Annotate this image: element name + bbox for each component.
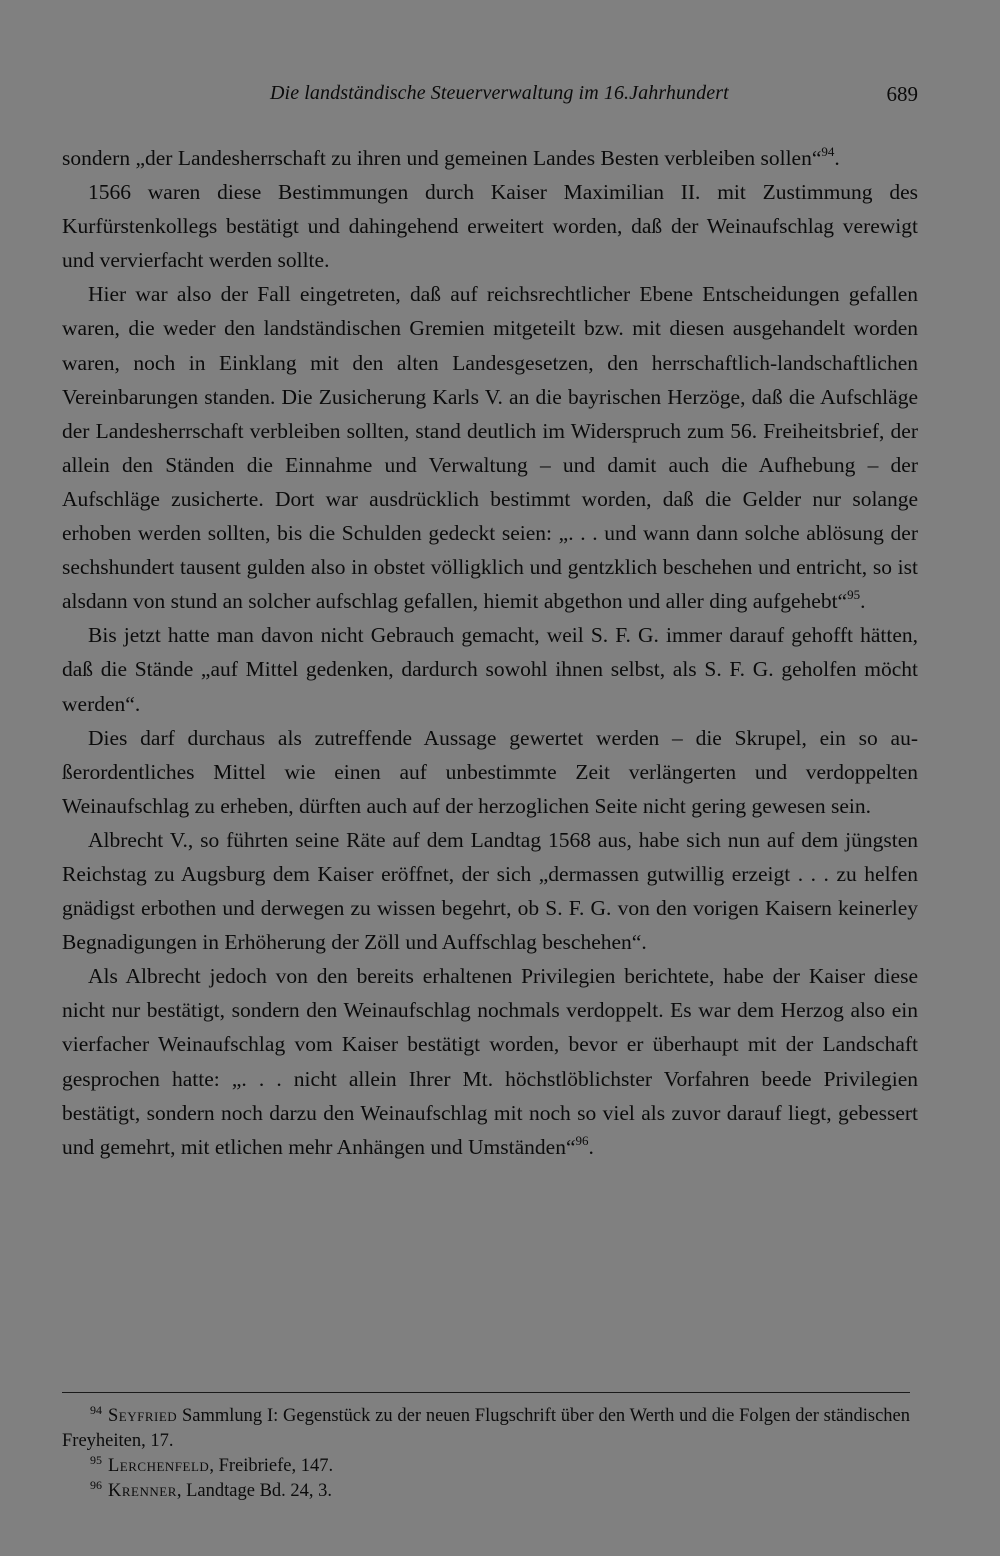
paragraph-end: . <box>834 146 840 170</box>
footnote-reference: 95 <box>847 587 861 603</box>
footnote-reference: 96 <box>575 1132 589 1148</box>
footnote <box>62 1404 910 1454</box>
paragraph-text: 1566 waren diese Bestimmungen durch Kaiser Maximilian II. mit Zustimmung des Kurfürstenkollegs bestätigt und dahingehend erweitert worden, daß der Weinaufschlag verewigt und vervierfacht werden sollte. <box>62 180 918 273</box>
footnotes <box>62 1404 910 1504</box>
footnote-author: Lerchenfeld <box>108 1456 210 1476</box>
footnote-author: Seyfried <box>108 1406 178 1426</box>
paragraph <box>62 618 918 720</box>
footnote-text: , Landtage Bd. 24, 3. <box>176 1481 333 1501</box>
footnote-text: Sammlung I: Gegenstück zu der neuen Flugschrift über den Werth und die Folgen der ständischen Freyheiten, 17. <box>62 1406 910 1451</box>
paragraph-text: Albrecht V., so führten seine Räte auf dem Landtag 1568 aus, habe sich nun auf dem jüngsten Reichstag zu Augsburg dem Kaiser eröffnet, der sich „dermassen gutwillig erzeigt . . . zu helfen gnädigst erbothen und derwegen zu wissen begehrt, ob S. F. G. von den vorigen Kaisern keinerley Begnadigungen in Erhöherung der Zöll und Auffschlag beschehen“. <box>62 827 918 955</box>
paragraph <box>62 823 918 959</box>
footnote <box>62 1454 910 1479</box>
paragraph-end: . <box>588 1134 594 1159</box>
book-page <box>62 0 918 1556</box>
paragraph-text: Hier war also der Fall eingetreten, daß auf reichsrechtlicher Ebene Entscheidungen gefallen waren, die weder den landständischen Gremien mitgeteilt bzw. mit diesen ausgehandelt worden waren, noch in Einklang mit den alten Landesgesetzen, den herrschaftlich-landschaftlichen Vereinbarungen standen. Die Zusicherung Karls V. an die bayrischen Herzöge, daß die Aufschläge der Landesherrschaft verbleiben sollten, stand deutlich im Widerspruch zum 56. Freiheitsbrief, der allein den Ständen die Einnahme und Verwaltung – und damit auch die Aufhebung – der Aufschläge zusicherte. Dort war ausdrücklich bestimmt worden, daß die Gelder nur solange erhoben werden sollten, bis die Schulden gedeckt seien: „. . . und wann dann solche ablösung der sechshundert tausent gulden also in obstet völligklich und gentzklich beschehen und entricht, so ist alsdann von stund an solcher aufschlag gefallen, hiemit abgethon und aller ding aufgehebt“ <box>62 282 918 614</box>
footnote-number: 96 <box>90 1478 102 1492</box>
paragraph-text: Als Albrecht jedoch von den bereits erhaltenen Privilegien berichtete, habe der Kaiser diese nicht nur bestätigt, sondern den Weinaufschlag nochmals verdoppelt. Es war dem Herzog also ein vierfacher Weinaufschlag vom Kaiser bestätigt worden, bevor er überhaupt mit der Landschaft gesprochen hatte: „. . . nicht allein Ihrer Mt. höchstlöblichster Vorfahren beede Privilegien bestätigt, sondern noch darzu den Weinaufschlag mit noch so viel als zuvor darauf liegt, gebessert und gemehrt, mit etlichen mehr Anhängen und Umständen“ <box>62 964 918 1159</box>
footnote-author: Krenner <box>108 1481 177 1501</box>
running-head <box>62 82 918 112</box>
footnote-reference: 94 <box>821 144 835 159</box>
paragraph <box>62 141 918 175</box>
paragraph <box>62 175 918 277</box>
footnote-divider <box>62 1392 910 1393</box>
footnote-number: 94 <box>90 1403 102 1417</box>
running-title: Die landständische Steuerverwaltung im 16.Jahrhundert <box>270 82 729 104</box>
paragraph <box>62 277 918 618</box>
paragraph-text: Bis jetzt hatte man davon nicht Gebrauch gemacht, weil S. F. G. immer darauf gehofft hätten, daß die Stände „auf Mittel gedenken, dardurch sowohl ihnen selbst, als S. F. G. geholfen möcht werden“. <box>62 623 918 716</box>
footnote-text: , Freibriefe, 147. <box>209 1456 334 1476</box>
paragraph-end: . <box>860 589 866 614</box>
paragraph-text: sondern „der Landesherrschaft zu ihren und gemeinen Landes Besten verbleiben sollen“ <box>62 146 822 170</box>
page-number: 689 <box>886 82 918 106</box>
body-text <box>62 141 918 1164</box>
paragraph <box>62 959 918 1164</box>
paragraph-text: Dies darf durchaus als zutreffende Aussage gewertet werden – die Skrupel, ein so außerordentliches Mittel wie einen auf unbestimmte Zeit verlängerten und verdoppelten Weinaufschlag zu erheben, dürften auch auf der herzoglichen Seite nicht gering gewesen sein. <box>62 725 918 818</box>
footnote-number: 95 <box>90 1453 102 1467</box>
paragraph <box>62 721 918 823</box>
footnote <box>62 1479 910 1504</box>
